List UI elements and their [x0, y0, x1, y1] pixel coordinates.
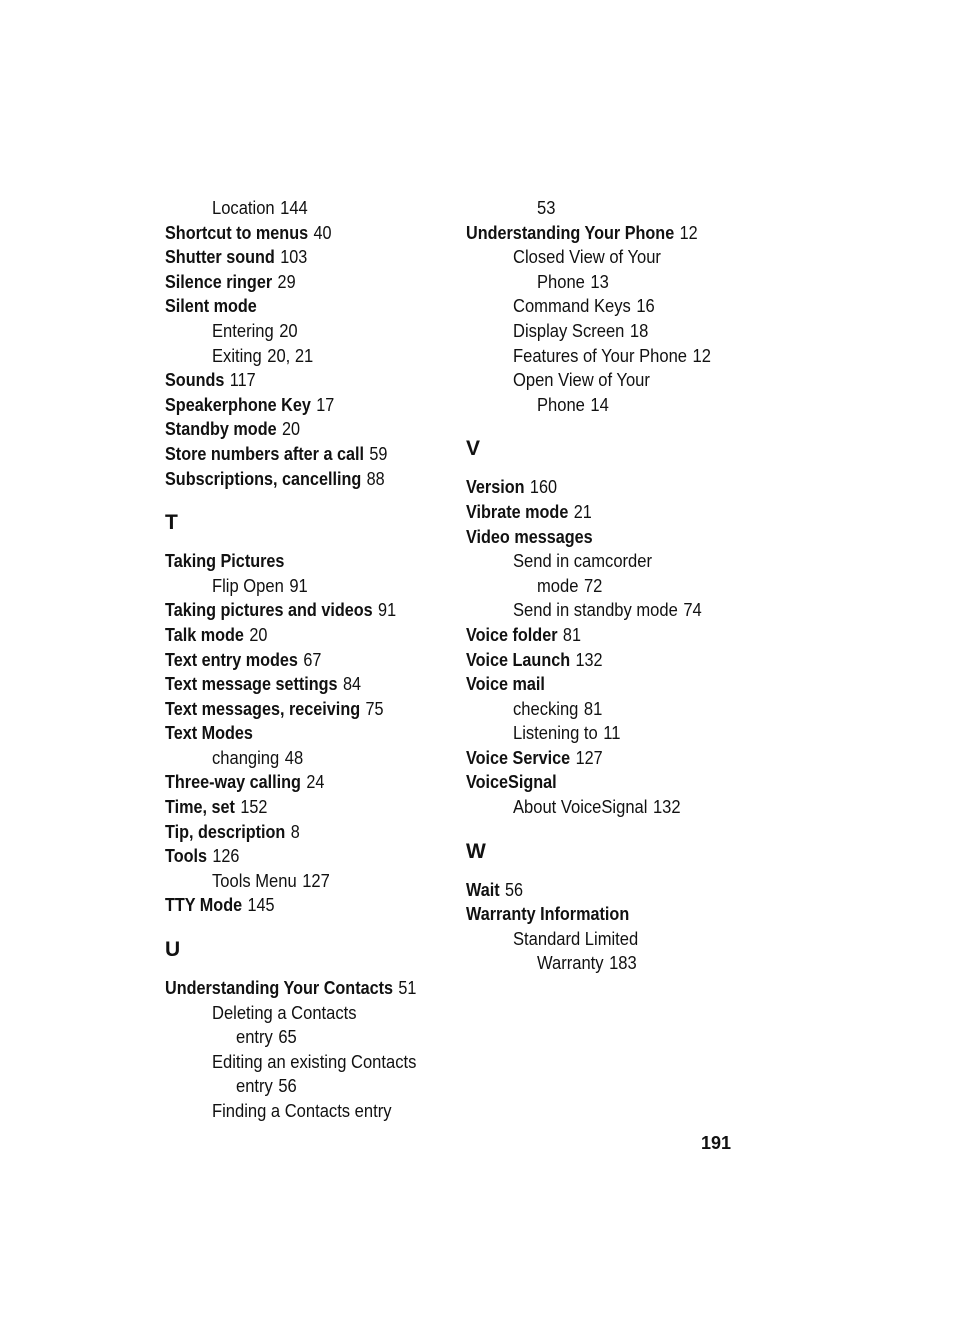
page-ref: 59: [369, 443, 388, 464]
index-entry: [165, 770, 445, 795]
entry-term: Listening to: [513, 723, 598, 744]
page-ref: 17: [316, 394, 335, 415]
entry-line: [165, 697, 384, 722]
page-ref: 20: [279, 320, 298, 341]
entry-term: entry: [236, 1076, 273, 1097]
entry-term: Open View of Your: [513, 370, 650, 391]
index-entry: [466, 746, 756, 771]
page-ref: 16: [636, 296, 655, 317]
entry-line: [513, 598, 702, 623]
index-subentry: [165, 319, 445, 344]
index-entry: [466, 475, 756, 500]
index-entry: [466, 221, 756, 246]
index-entry: [165, 976, 445, 1001]
entry-term: entry: [236, 1027, 273, 1048]
entry-term: Speakerphone Key: [165, 394, 311, 415]
section-gap: [165, 918, 445, 934]
entry-line: [466, 623, 581, 648]
entry-term: Features of Your Phone: [513, 345, 688, 366]
index-entry: [466, 525, 756, 550]
entry-term: Voice Launch: [466, 649, 571, 670]
entry-line: [513, 927, 644, 952]
page-ref: 20: [282, 419, 301, 440]
index-entry: [165, 393, 445, 418]
entry-line: [513, 697, 602, 722]
page-ref: 51: [398, 978, 417, 999]
entry-line: [165, 623, 267, 648]
entry-line: [165, 245, 307, 270]
entry-line: [165, 549, 290, 574]
entry-line: [165, 393, 334, 418]
section-gap: [466, 868, 756, 878]
entry-line: [513, 319, 648, 344]
entry-line: [165, 820, 300, 845]
index-entry: [165, 598, 445, 623]
page-ref: 88: [366, 468, 385, 489]
entry-term: checking: [513, 698, 579, 719]
index-subentry: [466, 393, 756, 418]
index-subentry: [165, 746, 445, 771]
page-ref: 18: [629, 320, 649, 341]
page-ref: 20, 21: [267, 345, 314, 366]
page-ref: 132: [575, 649, 603, 670]
section-letter: U: [165, 938, 181, 962]
page-ref: 53: [537, 198, 556, 218]
page-ref: 126: [212, 846, 240, 867]
index-entry: [165, 893, 445, 918]
page-ref: 67: [303, 649, 322, 670]
index-subentry: [165, 869, 445, 894]
page-ref: 160: [529, 477, 557, 498]
entry-term: Shortcut to menus: [165, 222, 309, 243]
index-subentry: [466, 196, 756, 221]
entry-term: Warranty: [537, 953, 604, 974]
entry-term: VoiceSignal: [466, 772, 557, 793]
entry-line: [165, 721, 258, 746]
page-ref: 81: [583, 698, 603, 719]
index-entry: [165, 368, 445, 393]
entry-line: [212, 319, 298, 344]
entry-term: Sounds: [165, 370, 225, 391]
entry-term: Store numbers after a call: [165, 443, 364, 464]
entry-term: Command Keys: [513, 296, 631, 317]
index-entry: [165, 467, 445, 492]
index-subentry: [165, 1001, 445, 1026]
entry-term: Deleting a Contacts: [212, 1002, 357, 1023]
index-subentry: [466, 245, 756, 270]
entry-line: [165, 467, 385, 492]
entry-term: Vibrate mode: [466, 501, 569, 522]
entry-term: Silence ringer: [165, 271, 273, 292]
entry-term: Three-way calling: [165, 772, 301, 793]
entry-line: [513, 344, 711, 369]
index-subentry: [466, 951, 756, 976]
entry-term: Exiting: [212, 345, 262, 366]
page-ref: 74: [683, 600, 702, 621]
entry-term: Text message settings: [165, 674, 338, 695]
entry-line: [466, 525, 598, 550]
entry-term: Voice folder: [466, 624, 558, 645]
entry-line: [466, 878, 523, 903]
entry-line: [466, 672, 550, 697]
index-entry: [165, 270, 445, 295]
entry-line: [513, 549, 658, 574]
page-ref: 84: [342, 674, 362, 695]
entry-term: Warranty Information: [466, 904, 630, 925]
page-ref: 144: [280, 198, 308, 218]
index-subentry: [466, 319, 756, 344]
index-subentry: [165, 1074, 445, 1099]
index-subentry: [165, 344, 445, 369]
entry-line: [537, 270, 609, 295]
page-ref: 56: [278, 1076, 297, 1097]
entry-term: Flip Open: [212, 575, 284, 596]
page-ref: 72: [583, 575, 603, 596]
entry-term: Location: [212, 198, 275, 218]
entry-line: [165, 294, 262, 319]
entry-line: [513, 721, 620, 746]
entry-line: [165, 648, 321, 673]
page-ref: 48: [284, 747, 304, 768]
entry-line: [466, 902, 635, 927]
index-entry: [466, 500, 756, 525]
entry-term: Text messages, receiving: [165, 698, 361, 719]
section-letter: T: [165, 511, 178, 535]
index-entry: [165, 795, 445, 820]
index-subentry: [466, 721, 756, 746]
index-entry: [466, 902, 756, 927]
entry-line: [513, 368, 655, 393]
entry-line: [537, 951, 637, 976]
entry-term: Tools: [165, 846, 208, 867]
entry-line: [165, 976, 416, 1001]
index-subentry: [165, 1025, 445, 1050]
entry-line: [165, 221, 332, 246]
page-ref: 127: [302, 870, 330, 891]
page-ref: 13: [590, 271, 609, 292]
index-entry: [165, 623, 445, 648]
index-entry: [466, 672, 756, 697]
index-subentry: [165, 1099, 445, 1124]
page-ref: 145: [247, 895, 275, 916]
entry-line: [236, 1074, 297, 1099]
entry-line: [165, 844, 239, 869]
entry-line: [212, 196, 308, 221]
section-letter: W: [466, 839, 486, 863]
index-entry: [165, 245, 445, 270]
entry-line: [212, 869, 330, 894]
index-entry: [165, 697, 445, 722]
entry-term: Talk mode: [165, 624, 244, 645]
section-gap: [165, 966, 445, 976]
entry-line: [212, 1050, 422, 1075]
entry-line: [513, 294, 655, 319]
index-subentry: [466, 795, 756, 820]
page-ref: 183: [609, 953, 637, 974]
section-gap: [466, 417, 756, 433]
section-gap: [466, 465, 756, 475]
index-entry: [466, 623, 756, 648]
entry-term: Tools Menu: [212, 870, 297, 891]
page-ref: 12: [679, 222, 698, 243]
entry-line: [212, 1099, 397, 1124]
entry-line: [466, 746, 603, 771]
page-ref: 24: [306, 772, 325, 793]
entry-term: Finding a Contacts entry: [212, 1101, 392, 1121]
page-number: 191: [701, 1133, 732, 1153]
index-entry: [165, 721, 445, 746]
page-ref: 8: [290, 821, 300, 842]
entry-term: Phone: [537, 394, 585, 415]
index-subentry: [165, 196, 445, 221]
entry-term: About VoiceSignal: [513, 797, 648, 818]
page-ref: 117: [229, 370, 256, 391]
page-ref: 20: [249, 624, 268, 645]
entry-line: [466, 500, 592, 525]
entry-term: Standard Limited: [513, 928, 639, 949]
entry-term: mode: [537, 575, 579, 596]
entry-term: Editing an existing Contacts: [212, 1051, 417, 1072]
index-entry: [466, 878, 756, 903]
index-entry: [466, 770, 756, 795]
index-subentry: [466, 344, 756, 369]
page-ref: 91: [378, 600, 397, 621]
index-entry: [165, 221, 445, 246]
page-ref: 21: [573, 501, 592, 522]
entry-line: [165, 672, 361, 697]
entry-term: Wait: [466, 879, 500, 900]
index-entry: [466, 648, 756, 673]
entry-term: Shutter sound: [165, 247, 275, 268]
entry-line: [466, 770, 562, 795]
entry-line: [537, 393, 609, 418]
entry-line: [466, 221, 698, 246]
index-subentry: [165, 574, 445, 599]
page-ref: 152: [240, 797, 268, 818]
index-column-right: [466, 196, 756, 976]
entry-term: Silent mode: [165, 296, 257, 317]
entry-term: Understanding Your Phone: [466, 222, 675, 243]
page-ref: 132: [652, 797, 681, 818]
page-ref: 14: [590, 394, 609, 415]
page-ref: 40: [313, 222, 332, 243]
entry-line: [165, 795, 267, 820]
index-subentry: [466, 368, 756, 393]
page-ref: 81: [562, 624, 581, 645]
page-ref: 65: [278, 1027, 297, 1048]
entry-term: Understanding Your Contacts: [165, 978, 394, 999]
entry-line: [466, 648, 603, 673]
entry-term: Entering: [212, 320, 274, 341]
index-subentry: [466, 598, 756, 623]
entry-term: TTY Mode: [165, 895, 243, 916]
index-subentry: [165, 1050, 445, 1075]
entry-term: Standby mode: [165, 419, 277, 440]
entry-line: [165, 442, 387, 467]
index-entry: [165, 648, 445, 673]
entry-term: Display Screen: [513, 320, 625, 341]
entry-line: [165, 893, 275, 918]
index-subentry: [466, 270, 756, 295]
entry-term: Text Modes: [165, 723, 253, 744]
entry-term: Subscriptions, cancelling: [165, 468, 362, 489]
entry-line: [165, 598, 396, 623]
index-entry: [165, 417, 445, 442]
entry-line: [212, 574, 308, 599]
index-subentry: [466, 294, 756, 319]
index-subentry: [466, 549, 756, 574]
page-ref: 56: [504, 879, 524, 900]
entry-line: [165, 770, 324, 795]
index-column-left: [165, 196, 445, 1124]
section-gap: [466, 820, 756, 836]
index-entry: [165, 820, 445, 845]
entry-term: Closed View of Your: [513, 247, 661, 268]
section-letter: V: [466, 437, 481, 461]
section-gap: [165, 491, 445, 507]
entry-line: [165, 417, 300, 442]
page-ref: 103: [280, 247, 308, 268]
entry-line: [236, 1025, 297, 1050]
entry-term: Send in camcorder: [513, 551, 652, 572]
index-entry: [165, 672, 445, 697]
entry-term: Text entry modes: [165, 649, 298, 670]
entry-term: Tip, description: [165, 821, 286, 842]
entry-term: Taking Pictures: [165, 551, 285, 572]
entry-term: Voice mail: [466, 674, 545, 695]
entry-term: Version: [466, 477, 525, 498]
entry-term: Send in standby mode: [513, 600, 678, 621]
page-ref: 11: [603, 723, 621, 744]
entry-line: [212, 344, 313, 369]
entry-term: Voice Service: [466, 747, 571, 768]
entry-term: Phone: [537, 271, 585, 292]
page-ref: 127: [575, 747, 603, 768]
entry-line: [212, 1001, 362, 1026]
entry-term: changing: [212, 747, 280, 768]
entry-line: [165, 270, 296, 295]
entry-term: Video messages: [466, 526, 593, 547]
entry-line: [513, 245, 666, 270]
index-entry: [165, 549, 445, 574]
page-ref: 29: [277, 271, 296, 292]
index-entry: [165, 844, 445, 869]
entry-line: [513, 795, 681, 820]
index-subentry: [466, 927, 756, 952]
entry-line: [537, 574, 602, 599]
index-entry: [165, 294, 445, 319]
entry-term: Taking pictures and videos: [165, 600, 373, 621]
page-ref: 91: [289, 575, 308, 596]
entry-line: [466, 475, 557, 500]
section-gap: [165, 539, 445, 549]
page-ref: 75: [365, 698, 384, 719]
page-ref: 12: [692, 345, 711, 366]
index-subentry: [466, 574, 756, 599]
entry-line: [165, 368, 256, 393]
index-subentry: [466, 697, 756, 722]
entry-line: [537, 196, 555, 221]
entry-line: [212, 746, 303, 771]
entry-term: Time, set: [165, 797, 235, 818]
index-entry: [165, 442, 445, 467]
